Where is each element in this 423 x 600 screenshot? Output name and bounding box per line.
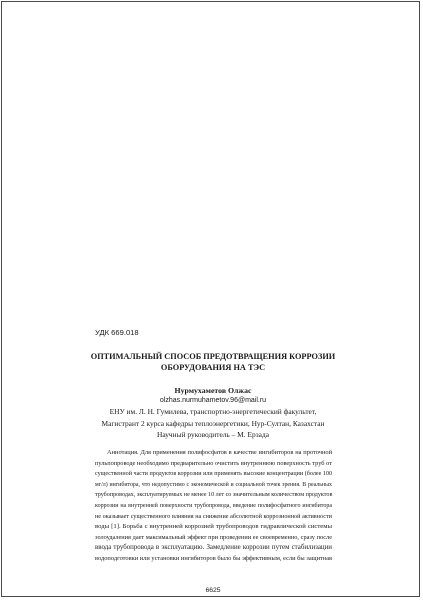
page-number: 6625 <box>205 587 221 594</box>
abstract-line: ввода трубопровода в эксплуатацию. Замедление коррозии путем стабилизации <box>95 544 332 552</box>
author-affiliation: ЕНУ им. Л. Н. Гумилева, транспортно-энергетический факультет, <box>109 407 317 416</box>
abstract-line: воды [1]. Борьба с внутренней коррозией трубопроводов гидравлической системы <box>95 523 332 531</box>
abstract <box>95 448 332 565</box>
author-position: Магистрант 2 курса кафедры теплоэнергетики, Нур-Султан, Казахстан <box>101 419 325 428</box>
abstract-line: Аннотация. Для применения полифосфатов в качестве ингибиторов на проточной <box>107 449 332 456</box>
document-page <box>1 1 420 597</box>
author-email: olzhas.nurmuhametov.96@mail.ru <box>159 397 267 404</box>
abstract-line: коррозии на внутренней поверхности трубопровода, введение полифосфатного ингибитора <box>95 502 332 509</box>
udk-code: УДК 669.018 <box>95 328 139 337</box>
author-name: Нурмухаметов Олжас <box>174 386 252 395</box>
abstract-line: не оказывает существенного влияния на снижение абсолютной коррозионной активности <box>95 512 332 520</box>
paper-title-line: ОБОРУДОВАНИЯ НА ТЭС <box>160 362 266 372</box>
abstract-line: существенной части продуктов коррозии или применять высокие концентрации (более 100 <box>95 471 332 478</box>
abstract-line: трубопроводах, эксплуатируемых не менее 10 лет со значительным количеством продуктов <box>95 492 333 499</box>
paper-title <box>82 352 344 373</box>
scientific-supervisor: Научный руководитель – М. Ерзада <box>157 430 269 439</box>
abstract-line: пульпопроводе необходимо предварительно очистить внутреннюю поверхность труб от <box>95 459 332 467</box>
abstract-line: водоподготовки или установки ингибиторов было бы эффективным, если бы защитная <box>95 554 332 562</box>
abstract-line: золоудаления дает максимальный эффект при проведении ее своевременно, сразу после <box>95 533 332 541</box>
paper-title-line: ОПТИМАЛЬНЫЙ СПОСОБ ПРЕДОТВРАЩЕНИЯ КОРРОЗИИ <box>90 352 336 361</box>
abstract-line: мг/л) ингибитора, что недопустимо с экономической и социальной точек зрения. В реальных <box>95 481 332 488</box>
